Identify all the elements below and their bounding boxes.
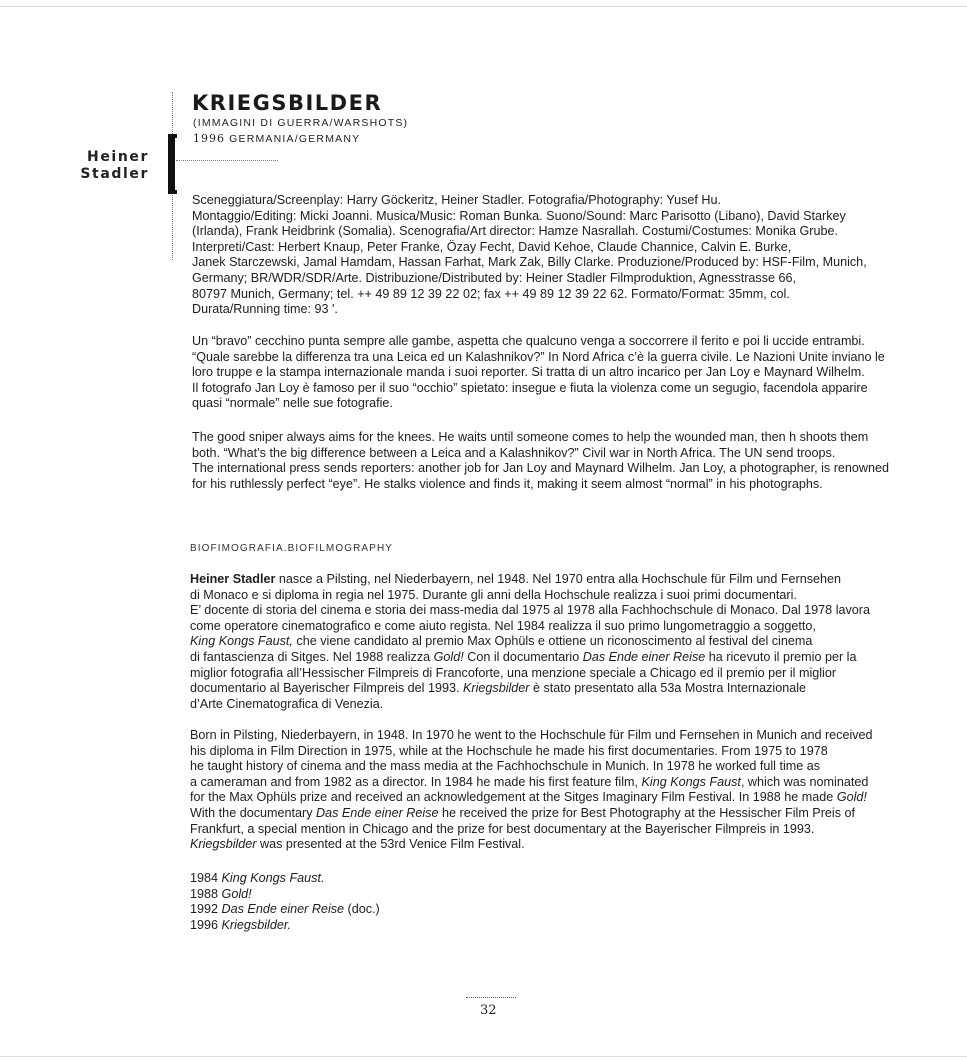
director-last-name: Stadler bbox=[80, 166, 149, 182]
bio-line: documentario al Bayerischer Filmpreis del 1993. Kriegsbilder è stato presentato alla 53a Mostra Internazionale bbox=[190, 681, 807, 696]
film-title: KRIEGSBILDER bbox=[192, 91, 383, 115]
film-title-italic: Gold! bbox=[836, 790, 867, 805]
credits-line: Durata/Running time: 93 '. bbox=[192, 302, 338, 317]
synopsis-english bbox=[192, 430, 902, 492]
synopsis-line: Il fotografo Jan Loy è famoso per il suo “occhio” spietato: insegue e fiuta la violenza come un segugio, facendola apparire bbox=[192, 380, 868, 395]
bio-line: di Monaco e si diploma in regia nel 1975. Durante gli anni della Hochschule realizza i suoi primi documentari. bbox=[190, 587, 797, 602]
scan-edge-bottom bbox=[0, 1056, 967, 1057]
film-country: GERMANIA/GERMANY bbox=[229, 133, 361, 145]
synopsis-line: Un “bravo” cecchino punta sempre alle gambe, aspetta che qualcuno venga a soccorrere il ferito e poi li uccide entrambi. bbox=[192, 334, 865, 348]
synopsis-line: quasi “normale” nelle sue fotografie. bbox=[192, 396, 393, 411]
bio-line: E’ docente di storia del cinema e storia dei mass-media dal 1975 al 1978 alla Fachhochschule di Monaco. Dal 1978 lavora bbox=[190, 603, 870, 618]
synopsis-line: The good sniper always aims for the knees. He waits until someone comes to help the wounded man, then h shoots them bbox=[192, 430, 869, 444]
synopsis-line: The international press sends reporters: another job for Jan Loy and Maynard Wilhelm. Jan Loy, a photographer, is renowned bbox=[192, 461, 890, 476]
credits-line: Janek Starczewski, Jamal Hamdam, Hassan Farhat, Mark Zak, Billy Clarke. Produzione/Produced by: HSF-Film, Munich, bbox=[192, 255, 867, 270]
filmography-item: 1996 Kriegsbilder. bbox=[190, 917, 292, 932]
bio-line: di fantascienza di Sitges. Nel 1988 realizza Gold! Con il documentario Das Ende einer Reise ha ricevuto il premio per la bbox=[190, 649, 857, 664]
film-title-italic: Kriegsbilder bbox=[190, 837, 257, 852]
film-title-italic: Das Ende einer Reise bbox=[316, 805, 439, 820]
biography-italian bbox=[190, 572, 900, 712]
bio-line: miglior fotografia all’Hessischer Filmpreis di Francoforte, una menzione speciale a Chicago ed il premio per il miglior bbox=[190, 665, 837, 680]
filmography-item: 1984 King Kongs Faust. bbox=[190, 871, 325, 885]
credits-line: 80797 Munich, Germany; tel. ++ 49 89 12 39 22 02; fax ++ 49 89 12 39 22 62. Formato/Format: 35mm, col. bbox=[192, 286, 790, 301]
bio-line: come operatore cinematografico e come aiuto regista. Nel 1984 realizza il suo primo lungometraggio a soggetto, bbox=[190, 618, 816, 633]
film-title-italic: Kriegsbilder bbox=[463, 681, 530, 696]
bio-line: King Kongs Faust, che viene candidato al premio Max Ophüls e ottiene un riconoscimento al festival del cinema bbox=[190, 634, 813, 649]
bio-line: Born in Pilsting, Niederbayern, in 1948. In 1970 he went to the Hochschule für Film und Fernsehen in Munich and received bbox=[190, 728, 873, 742]
bio-line: Kriegsbilder was presented at the 53rd Venice Film Festival. bbox=[190, 837, 525, 852]
filmography-item: 1988 Gold! bbox=[190, 886, 252, 901]
bio-line: for the Max Ophüls prize and received an acknowledgement at the Sitges Imaginary Film Festival. In 1988 he made Gold! bbox=[190, 790, 867, 805]
film-subtitle: (IMMAGINI DI GUERRA/WARSHOTS) bbox=[193, 117, 409, 129]
film-title-italic: Das Ende einer Reise bbox=[582, 649, 706, 664]
synopsis-line: “Quale sarebbe la differenza tra una Leica ed un Kalashnikov?” In Nord Africa c’è la guerra civile. Le Nazioni Unite inviano le bbox=[192, 349, 885, 364]
bio-line: Heiner Stadler nasce a Pilsting, nel Niederbayern, nel 1948. Nel 1970 entra alla Hochschule für Film und Fernsehen bbox=[190, 572, 842, 586]
film-title-italic: King Kongs Faust, bbox=[190, 634, 293, 649]
bio-line: Frankfurt, a special mention in Chicago and the prize for best documentary at the Bayerischer Filmpreis in 1993. bbox=[190, 821, 815, 836]
bio-line: With the documentary Das Ende einer Reise he received the prize for Best Photography at the Hessischer Film Preis of bbox=[190, 805, 856, 820]
film-title-italic: Gold! bbox=[433, 649, 464, 664]
synopsis-line: loro truppe e la stampa internazionale manda i suoi reporter. Si tratta di un altro incarico per Jan Loy e Maynard Wilhelm. bbox=[192, 365, 865, 380]
director-name-bold: Heiner Stadler bbox=[190, 572, 276, 586]
bio-line: he taught history of cinema and the mass media at the Fachhochschule in Munich. In 1978 he worked full time as bbox=[190, 759, 821, 774]
filmography-list bbox=[190, 871, 380, 933]
synopsis-line: both. “What’s the big difference between a Leica and a Kalashnikov?” Civil war in North Africa. The UN send troops. bbox=[192, 445, 836, 460]
credits-block bbox=[192, 193, 902, 318]
bracket-mark bbox=[168, 134, 177, 194]
director-first-name: Heiner bbox=[87, 149, 149, 165]
credits-line: (Irlanda), Frank Heidbrink (Somalia). Scenografia/Art director: Hamze Nasrallah. Costumi/Costumes: Monika Grube. bbox=[192, 224, 839, 239]
credits-line: Germany; BR/WDR/SDR/Arte. Distribuzione/Distributed by: Heiner Stadler Filmproduktion, Agnesstrasse 66, bbox=[192, 270, 797, 285]
page-number-dots bbox=[466, 997, 516, 998]
credits-line: Interpreti/Cast: Herbert Knaup, Peter Franke, Özay Fecht, David Kehoe, Claude Channice, Calvin E. Burke, bbox=[192, 239, 792, 254]
credits-line: Sceneggiatura/Screenplay: Harry Göckeritz, Heiner Stadler. Fotografia/Photography: Yusef Hu. bbox=[192, 193, 721, 207]
director-name bbox=[80, 149, 149, 183]
bio-line: his diploma in Film Direction in 1975, while at the Hochschule he made his first documentaries. From 1975 to 1978 bbox=[190, 743, 828, 758]
bio-line: d’Arte Cinematografica di Venezia. bbox=[190, 696, 384, 711]
dotted-separator bbox=[176, 160, 278, 161]
biography-english bbox=[190, 728, 900, 853]
film-year-country bbox=[193, 132, 360, 145]
filmography-item: 1992 Das Ende einer Reise (doc.) bbox=[190, 902, 380, 917]
bio-line: a cameraman and from 1982 as a director. In 1984 he made his first feature film, King Kongs Faust, which was nominated bbox=[190, 774, 869, 789]
film-title-italic: King Kongs Faust bbox=[641, 774, 741, 789]
biofilmography-heading: BIOFIMOGRAFIA.BIOFILMOGRAPHY bbox=[190, 543, 394, 554]
synopsis-line: for his ruthlessly perfect “eye”. He stalks violence and finds it, making it seem almost “normal” in his photographs. bbox=[192, 476, 823, 491]
credits-line: Montaggio/Editing: Micki Joanni. Musica/Music: Roman Bunka. Suono/Sound: Marc Parisotto (Libano), David Starkey bbox=[192, 208, 846, 223]
scan-edge-top bbox=[0, 6, 967, 7]
synopsis-italian bbox=[192, 334, 902, 412]
film-year: 1996 bbox=[193, 132, 225, 145]
page-number: 32 bbox=[480, 1003, 497, 1018]
